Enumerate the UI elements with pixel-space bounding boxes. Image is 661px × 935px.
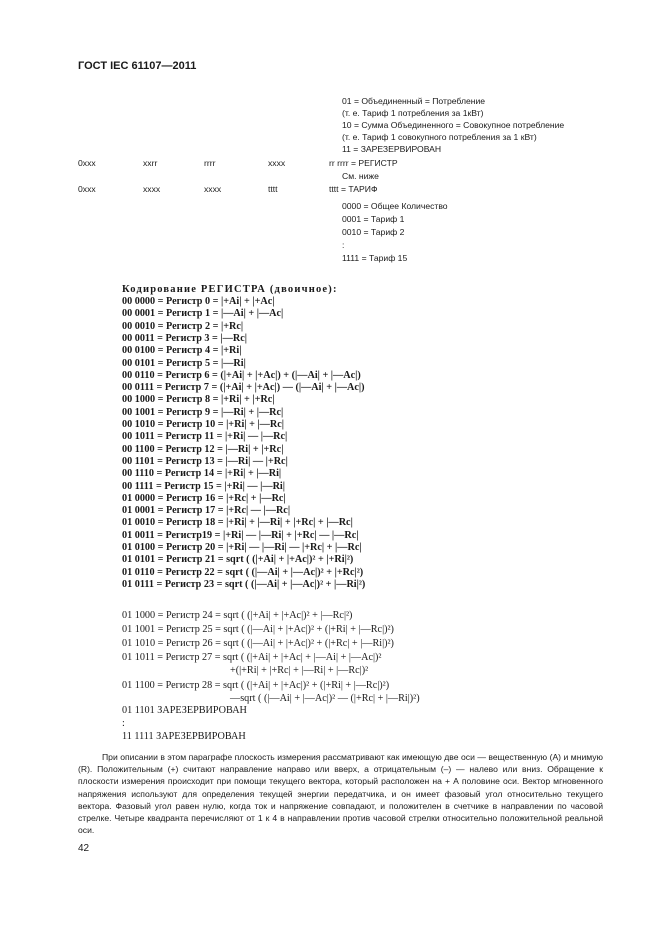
register-line: 00 0111 = Регистр 7 = (|+Ai| + |+Ac|) — (|—Ai| + |—Ac|) [122,382,365,394]
row1-col3: rrrr [204,158,216,168]
register-line: 01 0011 = Регистр19 = |+Ri| — |—Ri| + |+Rc| — |—Rc| [122,529,359,541]
register-line: 01 1101 ЗАРЕЗЕРВИРОВАН [122,705,247,716]
register-line: 00 1100 = Регистр 12 = |—Ri| + |+Rc| [122,443,284,455]
register-line: 00 1101 = Регистр 13 = |—Ri| — |+Rc| [122,455,288,467]
register-line: 01 0000 = Регистр 16 = |+Rc| + |—Rc| [122,492,286,504]
register-line: 01 1010 = Регистр 26 = sqrt ( (|—Ai| + |+Ac|)² + (|+Rc| + |—Ri|)²) [122,638,394,649]
tariff-line: 0001 = Тариф 1 [342,214,405,224]
register-line: 01 0001 = Регистр 17 = |+Rc| — |—Rc| [122,505,291,517]
register-line: 01 1001 = Регистр 25 = sqrt ( (|—Ai| + |+Ac|)² + (|+Ri| + |—Rc|)²) [122,624,394,635]
register-line: 00 1111 = Регистр 15 = |+Ri| — |—Ri| [122,480,285,492]
register-line: 00 0100 = Регистр 4 = |+Ri| [122,345,242,357]
register-line: 01 0010 = Регистр 18 = |+Ri| + |—Ri| + |+Rc| + |—Rc| [122,517,353,529]
register-line: 01 0100 = Регистр 20 = |+Ri| — |—Ri| — |+Rc| + |—Rc| [122,542,362,553]
register-line: 00 0001 = Регистр 1 = |—Ai| + |—Ac| [122,308,284,320]
register-line: 00 0101 = Регистр 5 = |—Ri| [122,357,246,369]
register-line: 00 0110 = Регистр 6 = (|+Ai| + |+Ac|) + (|—Ai| + |—Ac|) [122,369,361,381]
row2-col2: xxxx [143,184,161,194]
register-line: +(|+Ri| + |+Rc| + |—Ri| + |—Rc|)² [230,665,369,676]
row1-col2: xxrr [143,158,158,168]
row2-col5: tttt = ТАРИФ [329,184,378,194]
register-line: 01 1011 = Регистр 27 = sqrt ( (|+Ai| + |+Ac| + |—Ai| + |—Ac|)² [122,652,382,663]
register-line: 00 0000 = Регистр 0 = |+Ai| + |+Ac| [122,296,275,307]
register-line: 00 0010 = Регистр 2 = |+Rc| [122,320,244,332]
register-line: 00 0011 = Регистр 3 = |—Rc| [122,332,247,344]
register-line: 01 0111 = Регистр 23 = sqrt ( (|—Ai| + |—Ac|)² + |—Ri|²) [122,578,366,590]
register-line: 00 1000 = Регистр 8 = |+Ri| + |+Rc| [122,394,275,406]
register-line: 00 1010 = Регистр 10 = |+Ri| + |—Rc| [122,419,284,430]
row2-col1: 0xxx [78,184,96,194]
row1-note: См. ниже [342,171,379,181]
top-block-line: 10 = Сумма Объединенного = Совокупное потребление [342,120,565,130]
row2-col3: xxxx [204,184,222,194]
register-line: 00 1001 = Регистр 9 = |—Ri| + |—Rc| [122,406,284,418]
row1-col5: rr rrrr = РЕГИСТР [329,158,398,168]
tariff-line: 1111 = Тариф 15 [342,253,408,263]
top-block-line: 01 = Объединенный = Потребление [342,96,486,106]
register-line: 00 1110 = Регистр 14 = |+Ri| + |—Ri| [122,468,282,480]
register-line: 01 0101 = Регистр 21 = sqrt ( (|+Ai| + |+Ac|)² + |+Ri|²) [122,554,354,566]
top-block-line: (т. е. Тариф 1 совокупного потребления за 1 кВт) [342,132,537,142]
register-line: : [122,718,125,729]
register-line: 11 1111 ЗАРЕЗЕРВИРОВАН [122,731,246,742]
register-line: 00 1011 = Регистр 11 = |+Ri| — |—Rc| [122,431,288,443]
document-header: ГОСТ IEC 61107—2011 [78,60,197,72]
top-block-line: 11 = ЗАРЕЗЕРВИРОВАН [342,144,442,154]
row1-col1: 0xxx [78,158,96,168]
tariff-line: 0000 = Общее Количество [342,201,448,211]
coding-title: Кодирование РЕГИСТРА (двоичное): [122,284,338,295]
row2-col4: tttt [268,184,278,194]
register-line: 01 1000 = Регистр 24 = sqrt ( (|+Ai| + |+Ac|)² + |—Rc|²) [122,610,353,621]
register-line: —sqrt ( (|—Ai| + |—Ac|)² — (|+Rc| + |—Ri|)²) [230,693,420,704]
register-line: 01 1100 = Регистр 28 = sqrt ( (|+Ai| + |+Ac|)² + (|+Ri| + |—Rc|)²) [122,680,390,691]
register-line: 01 0110 = Регистр 22 = sqrt ( (|—Ai| + |—Ac|)² + |+Rc|²) [122,566,364,578]
body-paragraph: При описании в этом параграфе плоскость измерения рассматривают как имеющую две оси — вещественную (А) и мнимую (R). Положительным (+) считают направление направо или вверх, а отрицательным (–) — налево или вниз. Обращение к плоскости измерения происходит при помощи текущего вектора, который расположен на + А половине оси. Вектор мгновенного напряжения используют для определения текущей энергии передатчика, и он имеет фазовый угол относительно текущего вектора. Фазовый угол равен нулю, когда ток и напряжение совпадают, и положителен в счетчике в направлении по часовой стрелке. Четыре квадранта перечисляют от 1 к 4 в направлении против часовой стрелки относительно положительной реальной оси. [78,752,603,836]
row1-col4: xxxx [268,158,286,168]
tariff-line: : [342,240,345,250]
page-number: 42 [78,843,90,854]
tariff-line: 0010 = Тариф 2 [342,227,405,237]
top-block-line: (т. е. Тариф 1 потребления за 1кВт) [342,108,484,118]
